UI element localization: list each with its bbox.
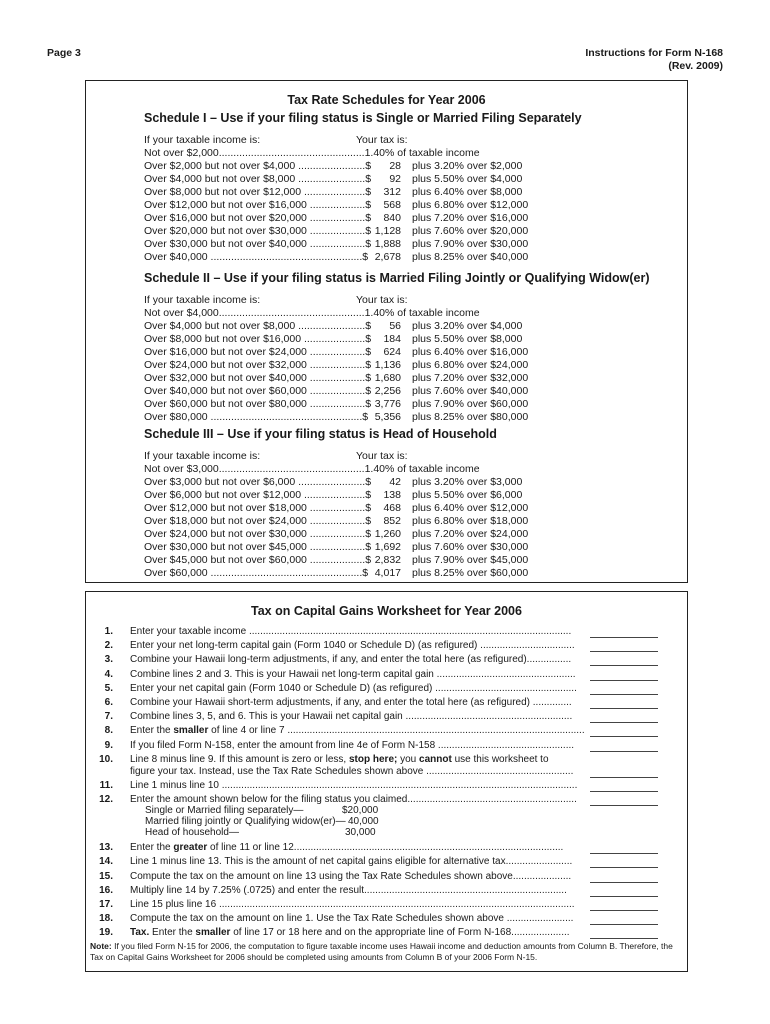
line-text (130, 885, 567, 896)
bracket-range: Over $40,000 but not over $60,000 ...................$ (144, 385, 372, 397)
bracket-rate: plus 7.60% over $20,000 (412, 225, 529, 237)
line-text-part: Enter the (130, 725, 174, 737)
schedule-first-bracket: Not over $4,000..................................................1.40% of taxable income (144, 307, 480, 319)
bracket-rate: plus 6.80% over $18,000 (412, 515, 529, 527)
line-text (130, 740, 574, 751)
bracket-base-tax: 312 (383, 186, 401, 198)
bracket-range: Over $80,000 ....................................................$ (144, 411, 369, 423)
tax-column-label: Your tax is: (356, 294, 408, 306)
bracket-base-tax: 92 (389, 173, 401, 185)
filing-status-label: Single or Married filing separately— (145, 805, 304, 817)
bracket-base-tax: 1,128 (374, 225, 401, 237)
bracket-base-tax: 1,680 (374, 372, 401, 384)
line-number: 15. (99, 870, 113, 882)
worksheet-note (90, 941, 685, 963)
line-text (130, 842, 563, 853)
page-number: Page 3 (47, 47, 81, 59)
schedule-title: Schedule I – Use if your filing status is Single or Married Filing Separately (144, 111, 582, 125)
line-bold-text: smaller (173, 725, 209, 737)
entry-blank (590, 938, 658, 939)
bracket-base-tax: 56 (389, 320, 401, 332)
line-number: 7. (104, 711, 113, 723)
worksheet-title: Tax on Capital Gains Worksheet for Year 2006 (251, 604, 522, 618)
bracket-base-tax: 2,832 (374, 554, 401, 566)
bracket-range: Over $30,000 but not over $45,000 ...................$ (144, 541, 372, 553)
income-column-label: If your taxable income is: (144, 294, 261, 306)
tax-column-label: Your tax is: (356, 450, 408, 462)
bracket-range: Over $60,000 but not over $80,000 ...................$ (144, 398, 372, 410)
line-bold-text: greater (173, 842, 208, 854)
bracket-range: Over $16,000 but not over $20,000 ...................$ (144, 212, 372, 224)
line-text (130, 856, 572, 867)
line-text-part: Combine lines 2 and 3. This is your Hawaii net long-term capital gain .................................................. (130, 668, 576, 680)
bracket-rate: plus 7.20% over $24,000 (412, 528, 529, 540)
bracket-base-tax: 1,888 (374, 238, 401, 250)
line-number: 19. (99, 927, 113, 939)
bracket-rate: plus 7.20% over $16,000 (412, 212, 529, 224)
note-text: If you filed Form N-15 for 2006, the computation to figure taxable income uses Hawaii income and deduction amounts from Column B. Therefore, the Tax on Capital Gains Worksheet for 2006 should be completed using amounts from Column B of your 2006 Form N-15. (90, 941, 673, 962)
line-text-part: Enter your net capital gain (Form 1040 or Schedule D) (as refigured) ................................................... (130, 682, 577, 694)
form-name: Instructions for Form N-168 (585, 47, 723, 59)
income-column-label: If your taxable income is: (144, 450, 261, 462)
line-text (130, 654, 571, 665)
income-column-label: If your taxable income is: (144, 134, 261, 146)
bracket-rate: plus 7.20% over $32,000 (412, 372, 529, 384)
filing-status-amount: 40,000 (348, 816, 379, 828)
bracket-rate: plus 7.90% over $45,000 (412, 554, 529, 566)
bracket-rate: plus 8.25% over $40,000 (412, 251, 529, 263)
tax-rate-schedules-box (85, 80, 688, 583)
schedule-column-header (144, 450, 408, 462)
bracket-base-tax: 1,692 (374, 541, 401, 553)
line-bold-lead: Tax. (130, 927, 150, 939)
line-text (130, 913, 573, 924)
bracket-range: Over $4,000 but not over $8,000 .......................$ (144, 173, 372, 185)
entry-blank (590, 637, 658, 638)
entry-blank (590, 751, 658, 752)
line-text (130, 669, 576, 680)
bracket-range: Over $30,000 but not over $40,000 ...................$ (144, 238, 372, 250)
bracket-rate: plus 6.80% over $24,000 (412, 359, 529, 371)
schedule-title: Schedule III – Use if your filing status is Head of Household (144, 427, 497, 441)
line-text (130, 899, 575, 910)
entry-blank (590, 853, 658, 854)
line-text (130, 780, 577, 791)
line-text (130, 754, 549, 765)
bracket-rate: plus 8.25% over $80,000 (412, 411, 529, 423)
line-bold-text: smaller (195, 927, 231, 939)
line-text (130, 794, 577, 805)
line-text (130, 640, 575, 651)
line-text-part: Line 1 minus line 10 ................................................................................................................................ (130, 780, 578, 791)
line-text (130, 626, 571, 637)
bracket-rate: plus 7.90% over $30,000 (412, 238, 529, 250)
bracket-range: Over $12,000 but not over $18,000 ...................$ (144, 502, 372, 514)
line-text (130, 871, 571, 882)
bracket-rate: plus 7.90% over $60,000 (412, 398, 529, 410)
line-number: 10. (99, 753, 113, 765)
filing-status-row (145, 805, 379, 817)
line-text-part: Compute the tax on the amount on line 1. Use the Tax Rate Schedules shown above ........................ (130, 913, 574, 925)
bracket-base-tax: 3,776 (374, 398, 401, 410)
bracket-range: Over $40,000 ....................................................$ (144, 251, 369, 263)
line-number: 4. (104, 668, 113, 680)
line-text (130, 927, 570, 938)
line-text-part: Combine your Hawaii short-term adjustments, if any, and enter the total here (as refigured) .............. (130, 697, 572, 708)
bracket-base-tax: 840 (383, 212, 401, 224)
bracket-base-tax: 2,678 (374, 251, 401, 263)
entry-blank (590, 924, 658, 925)
bracket-base-tax: 138 (383, 489, 401, 501)
line-number: 17. (99, 899, 113, 910)
rate-schedules-title: Tax Rate Schedules for Year 2006 (287, 93, 486, 107)
filing-status-row (145, 816, 379, 828)
line-text-part: Combine your Hawaii long-term adjustments, if any, and enter the total here (as refigured)................ (130, 654, 572, 666)
bracket-range: Over $8,000 but not over $16,000 .....................$ (144, 333, 372, 345)
bracket-base-tax: 624 (383, 346, 401, 358)
entry-blank (590, 665, 658, 666)
filing-status-label: Married filing jointly or Qualifying widow(er)— (145, 816, 346, 828)
bracket-range: Over $24,000 but not over $30,000 ...................$ (144, 528, 372, 540)
form-revision: (Rev. 2009) (668, 60, 723, 72)
entry-blank (590, 867, 658, 868)
line-text-part: you (397, 753, 420, 765)
bracket-base-tax: 184 (383, 333, 401, 345)
line-text-part: If you filed Form N-158, enter the amount from line 4e of Form N-158 ................................................. (130, 739, 575, 751)
entry-blank (590, 805, 658, 806)
line-text-part: Compute the tax on the amount on line 13 using the Tax Rate Schedules shown above..................... (130, 870, 572, 882)
line-number: 13. (99, 842, 113, 854)
line-text-part: Line 1 minus line 13. This is the amount of net capital gains eligible for alternative tax........................ (130, 856, 573, 868)
bracket-rate: plus 8.25% over $60,000 (412, 567, 529, 579)
filing-status-label: Head of household— (145, 827, 239, 839)
entry-blank (590, 791, 658, 792)
filing-status-amount: $20,000 (342, 805, 379, 817)
bracket-range: Over $32,000 but not over $40,000 ...................$ (144, 372, 372, 384)
line-text-part: Multiply line 14 by 7.25% (.0725) and enter the result......................................................................... (130, 884, 567, 896)
bracket-rate: plus 5.50% over $4,000 (412, 173, 523, 185)
form-title-header (585, 47, 723, 73)
bracket-base-tax: 5,356 (374, 411, 401, 423)
bracket-range: Over $8,000 but not over $12,000 .....................$ (144, 186, 372, 198)
bracket-range: Over $18,000 but not over $24,000 ...................$ (144, 515, 372, 527)
bracket-range: Over $4,000 but not over $8,000 .......................$ (144, 320, 372, 332)
bracket-range: Over $2,000 but not over $4,000 .......................$ (144, 160, 372, 172)
bracket-base-tax: 4,017 (374, 567, 401, 579)
entry-blank (590, 910, 658, 911)
entry-blank (590, 882, 658, 883)
bracket-rate: plus 6.40% over $8,000 (412, 186, 523, 198)
line-text-part: of line 4 or line 7 ........................................................................................................... (208, 725, 585, 737)
bracket-range: Over $60,000 ....................................................$ (144, 567, 369, 579)
line-text-part: use this worksheet to (451, 753, 549, 765)
line-number: 12. (99, 794, 113, 806)
entry-blank (590, 680, 658, 681)
bracket-base-tax: 468 (383, 502, 401, 514)
bracket-rate: plus 5.50% over $8,000 (412, 333, 523, 345)
line-text-part: Enter the (130, 842, 174, 854)
line-text-part: of line 17 or 18 here and on the appropriate line of Form N-168..................... (230, 927, 570, 939)
line-number: 14. (99, 856, 113, 868)
line-number: 1. (104, 626, 113, 637)
line-text (130, 725, 585, 736)
line-text-part: Enter your taxable income .................................................................................................................... (130, 626, 572, 637)
schedule-first-bracket: Not over $2,000..................................................1.40% of taxable income (144, 147, 480, 159)
bracket-base-tax: 1,260 (374, 528, 401, 540)
line-number: 5. (104, 682, 113, 694)
schedule-title: Schedule II – Use if your filing status is Married Filing Jointly or Qualifying Widow(er) (144, 271, 650, 285)
line-text-part: Enter your net long-term capital gain (Form 1040 or Schedule D) (as refigured) .................................. (130, 640, 575, 652)
capital-gains-worksheet-box (85, 591, 688, 972)
entry-blank (590, 694, 658, 695)
bracket-rate: plus 7.60% over $40,000 (412, 385, 529, 397)
filing-status-row (145, 827, 376, 839)
bracket-range: Over $16,000 but not over $24,000 ...................$ (144, 346, 372, 358)
schedule-column-header (144, 134, 408, 146)
bracket-rate: plus 5.50% over $6,000 (412, 489, 523, 501)
entry-blank (590, 736, 658, 737)
bracket-base-tax: 28 (389, 160, 401, 172)
bracket-rate: plus 3.20% over $2,000 (412, 160, 523, 172)
note-label: Note: (90, 941, 112, 951)
line-number: 8. (104, 725, 113, 737)
bracket-range: Over $20,000 but not over $30,000 ...................$ (144, 225, 372, 237)
line-text-continued: figure your tax. Instead, use the Tax Rate Schedules shown above ..................................................... (130, 765, 574, 777)
bracket-rate: plus 6.40% over $16,000 (412, 346, 529, 358)
bracket-range: Over $45,000 but not over $60,000 ...................$ (144, 554, 372, 566)
line-number: 18. (99, 913, 113, 925)
tax-column-label: Your tax is: (356, 134, 408, 146)
line-number: 11. (99, 780, 113, 791)
bracket-rate: plus 3.20% over $4,000 (412, 320, 523, 332)
bracket-rate: plus 7.60% over $30,000 (412, 541, 529, 553)
bracket-base-tax: 1,136 (374, 359, 401, 371)
line-number: 16. (99, 884, 113, 896)
bracket-base-tax: 2,256 (374, 385, 401, 397)
bracket-base-tax: 42 (389, 476, 401, 488)
line-text-part: Line 8 minus line 9. If this amount is zero or less, (130, 753, 349, 765)
bracket-range: Over $3,000 but not over $6,000 .......................$ (144, 476, 372, 488)
bracket-base-tax: 852 (383, 515, 401, 527)
line-text-part: Enter the (149, 927, 196, 939)
line-text (130, 711, 572, 722)
line-number: 3. (104, 654, 113, 666)
line-bold-text: cannot (419, 753, 452, 765)
line-text-part: Combine lines 3, 5, and 6. This is your Hawaii net capital gain ............................................................ (130, 711, 573, 723)
entry-blank (590, 896, 658, 897)
bracket-range: Over $6,000 but not over $12,000 .....................$ (144, 489, 372, 501)
entry-blank (590, 651, 658, 652)
bracket-range: Over $12,000 but not over $16,000 ...................$ (144, 199, 372, 211)
bracket-base-tax: 568 (383, 199, 401, 211)
entry-blank (590, 722, 658, 723)
entry-blank (590, 777, 658, 778)
line-number: 6. (104, 697, 113, 708)
line-text-part: Line 15 plus line 16 ................................................................................................................................ (130, 899, 575, 910)
bracket-rate: plus 3.20% over $3,000 (412, 476, 523, 488)
line-number: 9. (104, 739, 113, 751)
line-text-part: of line 11 or line 12................................................................................................. (207, 842, 564, 854)
line-text-part: Enter the amount shown below for the filing status you claimed............................................................. (130, 794, 577, 806)
schedule-first-bracket: Not over $3,000..................................................1.40% of taxable income (144, 463, 480, 475)
line-text (130, 683, 577, 694)
bracket-rate: plus 6.40% over $12,000 (412, 502, 529, 514)
line-text (130, 697, 572, 708)
entry-blank (590, 708, 658, 709)
schedule-column-header (144, 294, 408, 306)
line-bold-text: stop here; (349, 753, 398, 765)
filing-status-amount: 30,000 (345, 827, 376, 839)
bracket-range: Over $24,000 but not over $32,000 ...................$ (144, 359, 372, 371)
bracket-rate: plus 6.80% over $12,000 (412, 199, 529, 211)
line-number: 2. (104, 640, 113, 652)
